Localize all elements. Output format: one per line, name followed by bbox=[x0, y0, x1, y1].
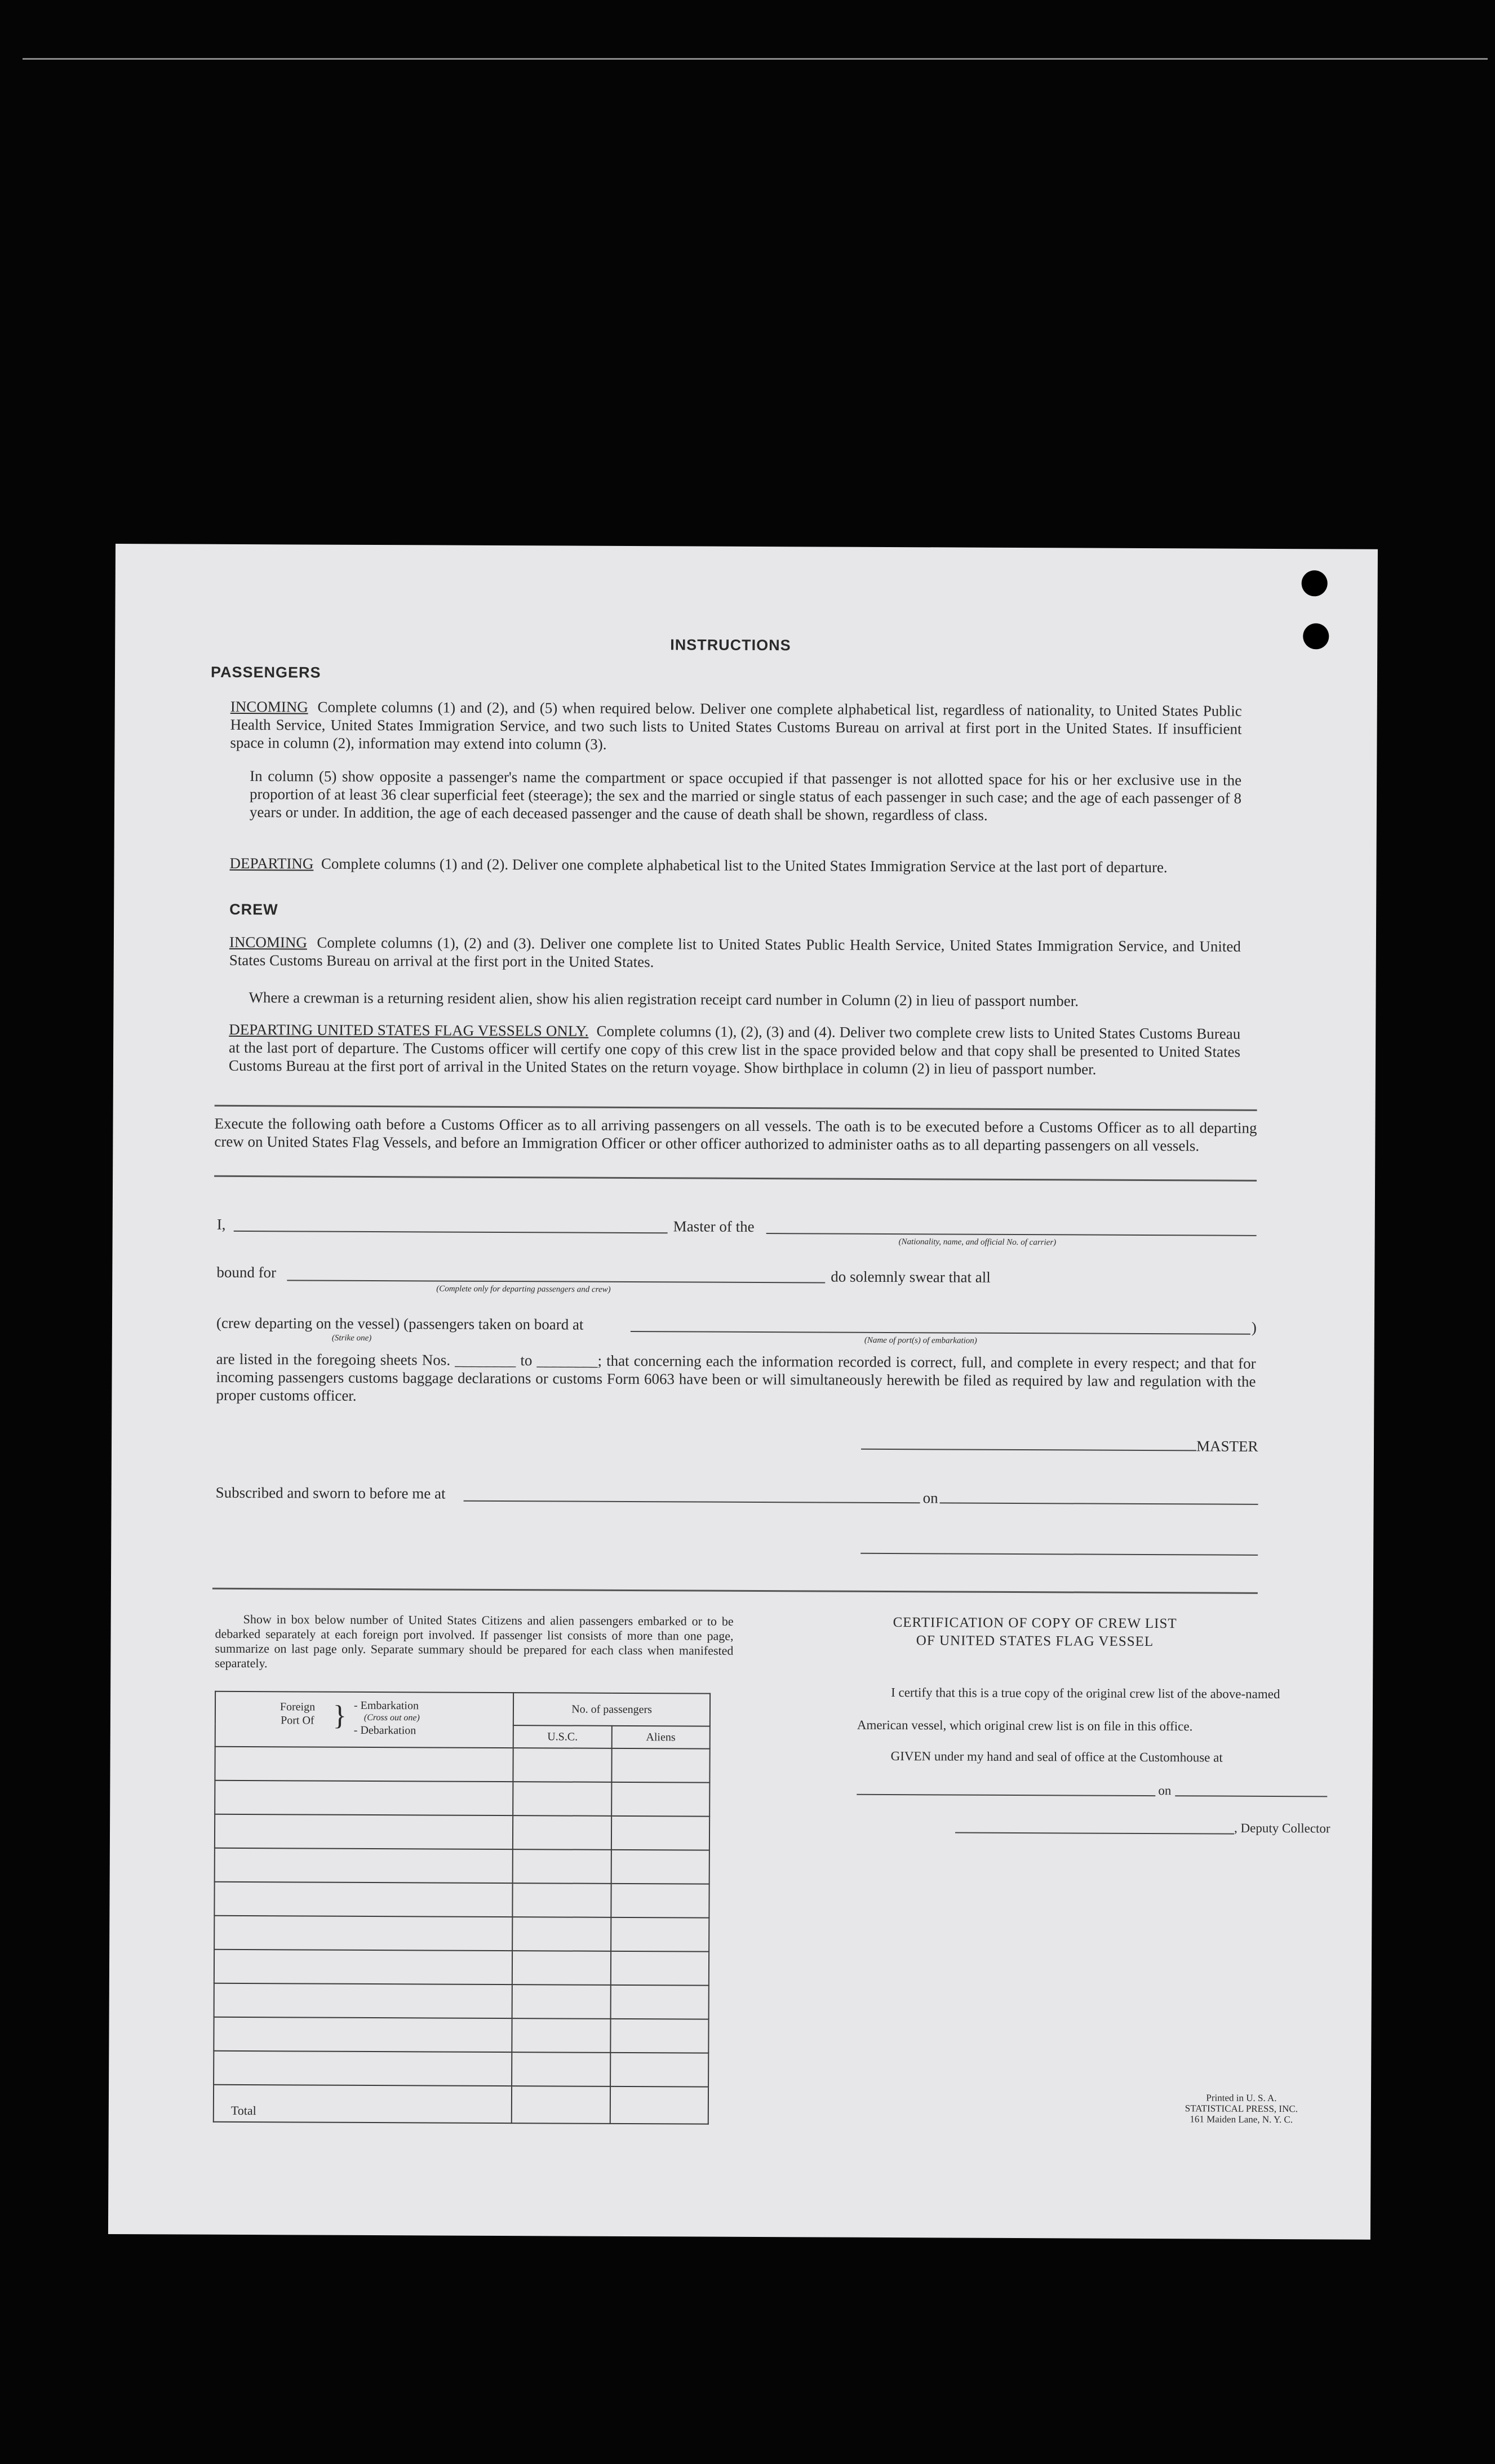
brace-glyph: } bbox=[332, 1699, 347, 1731]
film-edge-line bbox=[23, 58, 1488, 60]
crew-incoming-block bbox=[229, 933, 1241, 974]
deputy-signature-field[interactable] bbox=[955, 1832, 1234, 1835]
foreign-port-label: Foreign Port Of bbox=[280, 1701, 316, 1727]
aliens-total-cell[interactable] bbox=[610, 2086, 708, 2124]
instructions-title: INSTRUCTIONS bbox=[670, 636, 791, 654]
table-row bbox=[214, 2017, 708, 2053]
embarkation-ports-field[interactable] bbox=[631, 1331, 1250, 1335]
usc-cell[interactable] bbox=[512, 2052, 610, 2086]
printer-line3: 161 Maiden Lane, N. Y. C. bbox=[1190, 2114, 1293, 2125]
port-cell[interactable] bbox=[214, 2017, 512, 2052]
usc-cell[interactable] bbox=[512, 1984, 611, 2019]
table-row bbox=[215, 1747, 709, 1783]
total-label: Total bbox=[214, 2085, 512, 2123]
master-signature-field[interactable] bbox=[861, 1449, 1196, 1451]
aliens-cell[interactable] bbox=[611, 1816, 709, 1850]
port-cell[interactable] bbox=[215, 1747, 513, 1782]
certification-title-line2: OF UNITED STATES FLAG VESSEL bbox=[916, 1633, 1154, 1650]
aliens-cell[interactable] bbox=[610, 1985, 709, 2019]
printer-line1: Printed in U. S. A. bbox=[1206, 2092, 1277, 2104]
crew-alien-text: Where a crewman is a returning resident alien, show his alien registration receipt card number in Column (2) in lieu of passport number. bbox=[249, 989, 1079, 1010]
cross-out-hint: (Cross out one) bbox=[363, 1712, 420, 1723]
sworn-place-field[interactable] bbox=[464, 1500, 920, 1504]
column5-text: In column (5) show opposite a passenger's name the compartment or space occupied if that passenger is not allotted space for his or her exclusive use in the proportion of at least 36 clear superficial feet (steerage); the sex and the married or single status of each passenger in such case; and the age of each passenger of 8 years or under. In addition, the age of each deceased passenger and the cause of death shall be shown, regardless of class. bbox=[249, 767, 1242, 824]
sworn-on-label: on bbox=[922, 1489, 938, 1507]
usc-header: U.S.C. bbox=[513, 1725, 612, 1748]
flag-label: DEPARTING UNITED STATES FLAG VESSELS ONLY. bbox=[229, 1020, 589, 1040]
certification-title-line1: CERTIFICATION OF COPY OF CREW LIST bbox=[893, 1615, 1177, 1632]
bound-hint: (Complete only for departing passengers and crew) bbox=[436, 1284, 611, 1294]
port-cell[interactable] bbox=[214, 1983, 512, 2018]
crew-incoming-label: INCOMING bbox=[229, 933, 307, 951]
i-label: I, bbox=[216, 1215, 226, 1233]
subscribed-text: Subscribed and sworn to before me at bbox=[215, 1484, 446, 1502]
destination-field[interactable] bbox=[287, 1280, 825, 1283]
usc-cell[interactable] bbox=[513, 1883, 611, 1917]
officer-signature-field[interactable] bbox=[860, 1553, 1258, 1556]
port-cell[interactable] bbox=[215, 1848, 513, 1883]
master-name-field[interactable] bbox=[234, 1231, 668, 1233]
carrier-hint: (Nationality, name, and official No. of carrier) bbox=[898, 1237, 1057, 1247]
no-passengers-header: No. of passengers bbox=[513, 1693, 710, 1726]
divider bbox=[215, 1105, 1257, 1111]
table-row bbox=[215, 1781, 709, 1817]
swear-text: do solemnly swear that all bbox=[831, 1268, 991, 1286]
usc-cell[interactable] bbox=[512, 1951, 611, 1985]
master-of-label: Master of the bbox=[673, 1218, 755, 1235]
certify-text: I certify that this is a true copy of the original crew list of the above-named bbox=[891, 1685, 1280, 1702]
deputy-collector-label: , Deputy Collector bbox=[1234, 1821, 1330, 1836]
departing-label: DEPARTING bbox=[229, 854, 314, 872]
cert-on-label: on bbox=[1158, 1783, 1172, 1798]
printer-imprint bbox=[1157, 2092, 1326, 2125]
crew-departing-text: (crew departing on the vessel) (passengers taken on board at bbox=[216, 1314, 584, 1333]
summary-note: Show in box below number of United States Citizens and alien passengers embarked or to be debarked separately at each foreign port involved. If passenger list consists of more than one page, summarize on last page only. Separate summary should be prepared for each class when manifested separately. bbox=[215, 1612, 734, 1671]
usc-cell[interactable] bbox=[513, 1748, 612, 1782]
passenger-summary-table bbox=[213, 1691, 711, 2125]
usc-total-cell[interactable] bbox=[512, 2086, 610, 2124]
usc-cell[interactable] bbox=[512, 1917, 611, 1951]
passengers-incoming-block bbox=[230, 698, 1241, 756]
document-page bbox=[108, 544, 1378, 2240]
close-paren: ) bbox=[1251, 1318, 1257, 1336]
flag-text: Complete columns (1), (2), (3) and (4). Deliver two complete crew lists to United States Customs Bureau at the last port of departure. The Customs officer will certify one copy of this crew list in the space provided below and that copy shall be presented to United States Customs Bureau at the first port of arrival in the United States on the return voyage. Show birthplace in column (2) in lieu of passport number. bbox=[228, 1022, 1241, 1078]
port-cell[interactable] bbox=[214, 1916, 512, 1951]
flag-vessels-block bbox=[229, 1020, 1240, 1079]
total-row bbox=[214, 2085, 708, 2124]
bound-for-label: bound for bbox=[216, 1263, 277, 1281]
debarkation-label: - Debarkation bbox=[353, 1724, 416, 1737]
aliens-cell[interactable] bbox=[611, 1748, 710, 1783]
port-cell[interactable] bbox=[215, 1814, 513, 1849]
divider bbox=[212, 1588, 1258, 1594]
table-row bbox=[215, 1848, 709, 1884]
port-cell[interactable] bbox=[214, 2051, 512, 2086]
carrier-field[interactable] bbox=[766, 1233, 1257, 1236]
passengers-heading: PASSENGERS bbox=[210, 663, 321, 681]
cert-date-field[interactable] bbox=[1175, 1795, 1327, 1797]
aliens-cell[interactable] bbox=[611, 1850, 709, 1884]
usc-cell[interactable] bbox=[513, 1849, 611, 1884]
given-text: GIVEN under my hand and seal of office at the Customhouse at bbox=[890, 1749, 1223, 1765]
incoming-label: INCOMING bbox=[230, 698, 308, 716]
vessel-text: American vessel, which original crew list is on file in this office. bbox=[857, 1717, 1193, 1734]
port-cell[interactable] bbox=[214, 1882, 512, 1917]
port-cell[interactable] bbox=[215, 1781, 513, 1815]
aliens-cell[interactable] bbox=[611, 1782, 710, 1817]
punch-hole bbox=[1302, 570, 1328, 596]
aliens-cell[interactable] bbox=[611, 1917, 709, 1952]
printer-line2: STATISTICAL PRESS, INC. bbox=[1185, 2103, 1298, 2115]
passengers-departing-block bbox=[229, 854, 1241, 877]
table-row bbox=[214, 2051, 708, 2087]
table-row bbox=[214, 1916, 709, 1952]
customhouse-field[interactable] bbox=[857, 1794, 1155, 1796]
aliens-cell[interactable] bbox=[611, 1884, 709, 1918]
aliens-header: Aliens bbox=[611, 1726, 710, 1749]
departing-text: Complete columns (1) and (2). Deliver one complete alphabetical list to the United States Immigration Service at the last port of departure. bbox=[321, 855, 1168, 876]
aliens-cell[interactable] bbox=[610, 2053, 709, 2087]
foreign-port-header bbox=[215, 1691, 514, 1748]
embarkation-label: - Embarkation bbox=[353, 1699, 419, 1712]
listed-text: are listed in the foregoing sheets Nos. ________ to ________; that concerning each the information recorded is correct, full, and complete in every respect; and that for incoming passengers customs baggage declarations or customs Form 6063 have been or will simultaneously herewith be filed as required by law and regulation with the proper customs officer. bbox=[216, 1350, 1256, 1404]
aliens-cell[interactable] bbox=[610, 2019, 709, 2053]
crew-incoming-text: Complete columns (1), (2) and (3). Deliver one complete list to United States Public Health Service, United States Immigration Service, and United States Customs Bureau on arrival at the first port in the United States. bbox=[229, 934, 1241, 971]
table-row bbox=[214, 1983, 709, 2019]
incoming-text: Complete columns (1) and (2), and (5) when required below. Deliver one complete alphabetical list, regardless of nationality, to United States Public Health Service, United States Immigration Service, and two such lists to United States Customs Bureau on arrival at first port in the United States. If insufficient space in column (2), information may extend into column (3). bbox=[230, 698, 1242, 753]
strike-one-hint: (Strike one) bbox=[331, 1333, 372, 1343]
table-row bbox=[215, 1814, 709, 1850]
usc-cell[interactable] bbox=[513, 1815, 611, 1850]
sworn-date-field[interactable] bbox=[940, 1502, 1258, 1504]
oath-intro: Execute the following oath before a Customs Officer as to all arriving passengers on all vessels. The oath is to be executed before a Customs Officer as to all departing crew on United States Flag Vessels, and before an Immigration Officer or other officer authorized to administer oaths as to all departing passengers on all vessels. bbox=[214, 1115, 1257, 1155]
usc-cell[interactable] bbox=[513, 1782, 611, 1816]
table-row bbox=[214, 1950, 709, 1986]
punch-hole bbox=[1303, 623, 1329, 649]
table-row bbox=[214, 1882, 709, 1918]
aliens-cell[interactable] bbox=[610, 1951, 709, 1986]
master-label: MASTER bbox=[1196, 1437, 1258, 1455]
ports-hint: (Name of port(s) of embarkation) bbox=[864, 1335, 977, 1346]
crew-heading: CREW bbox=[229, 900, 278, 918]
divider bbox=[214, 1175, 1257, 1182]
port-cell[interactable] bbox=[214, 1950, 512, 1984]
usc-cell[interactable] bbox=[512, 2018, 611, 2053]
